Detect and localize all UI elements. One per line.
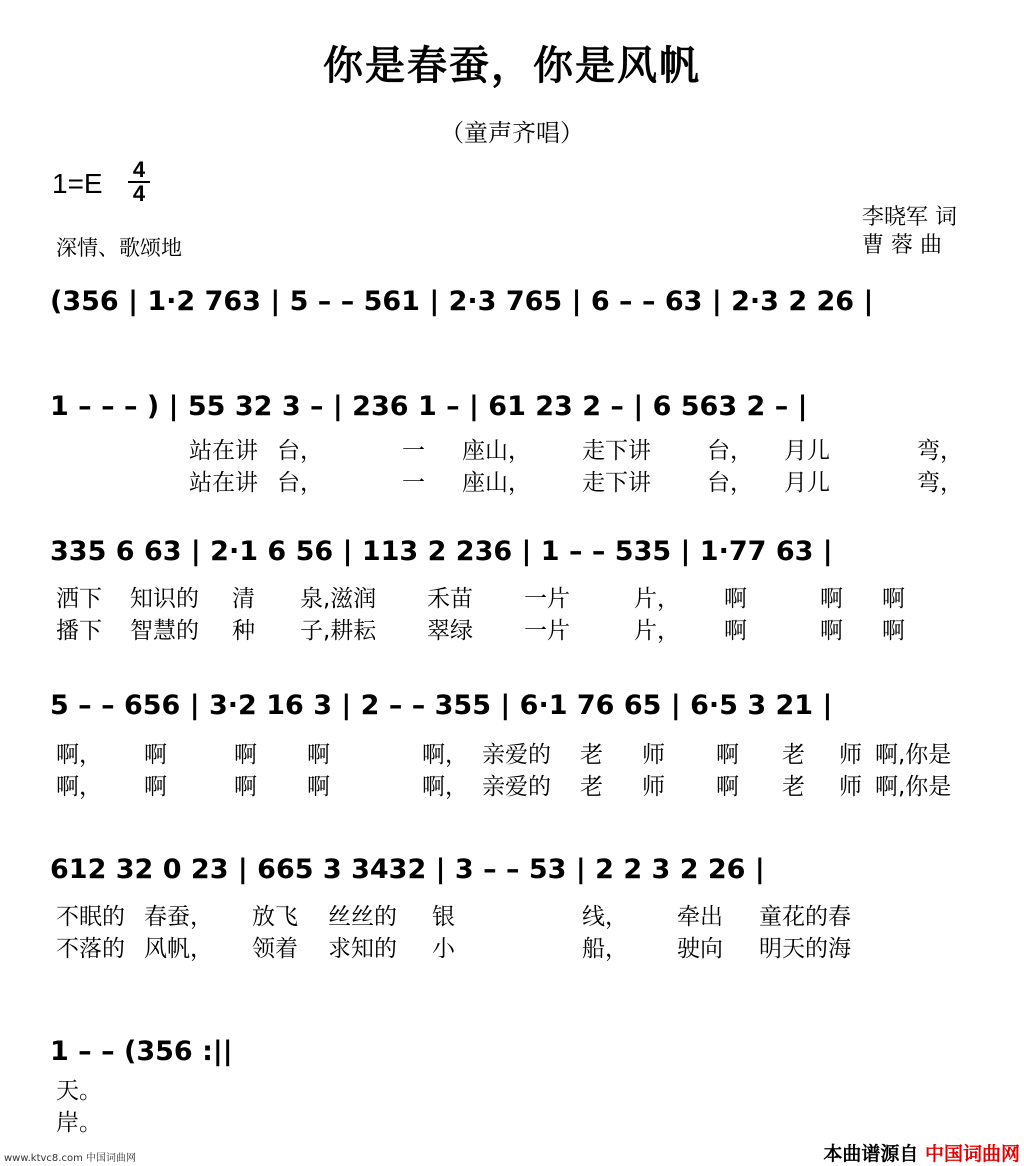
lyric-syllable: 座山， bbox=[462, 470, 531, 496]
lyric-syllable: 师 bbox=[839, 742, 862, 768]
lyrics-row-4-verse-2 bbox=[52, 768, 992, 800]
lyric-syllable: 啊 bbox=[724, 586, 747, 612]
lyric-syllable: 船， bbox=[582, 936, 628, 962]
staff-row-3 bbox=[40, 520, 990, 580]
lyric-syllable: 师 bbox=[642, 774, 665, 800]
lyric-syllable: 翠绿 bbox=[427, 618, 473, 644]
lyric-syllable: 禾苗 bbox=[427, 586, 473, 612]
lyric-syllable: 老 bbox=[580, 742, 603, 768]
notes-row-6: 1 – – (356 :|| bbox=[50, 1036, 233, 1067]
lyric-syllable: 一 bbox=[402, 470, 425, 496]
lyric-syllable: 站在讲 bbox=[189, 470, 258, 496]
footer-watermark: www.ktvc8.com 中国词曲网 bbox=[4, 1153, 137, 1164]
lyric-syllable: 一片 bbox=[524, 618, 570, 644]
staff-row-4 bbox=[40, 674, 990, 734]
lyric-syllable: 领着 bbox=[252, 936, 298, 962]
lyric-syllable: 啊， bbox=[56, 742, 102, 768]
lyric-syllable: 种 bbox=[232, 618, 255, 644]
lyrics-row-6-verse-1 bbox=[52, 1072, 252, 1104]
lyrics-row-2-verse-1 bbox=[52, 432, 992, 464]
lyrics-row-5-verse-1 bbox=[52, 898, 992, 930]
notes-row-3: 335 6 63 | 2·1 6 56 | 113 2 236 | 1 – – 535 | 1·77 63 | bbox=[50, 536, 833, 567]
lyric-syllable: 师 bbox=[642, 742, 665, 768]
lyricist-credit: 李晓军 词 bbox=[862, 205, 957, 230]
lyric-syllable: 啊 bbox=[234, 742, 257, 768]
lyric-syllable: 站在讲 bbox=[189, 438, 258, 464]
lyric-syllable: 台， bbox=[277, 470, 323, 496]
lyric-syllable: 洒下 bbox=[56, 586, 102, 612]
footer-source-prefix: 本曲谱源自 bbox=[823, 1143, 919, 1165]
lyric-syllable: 月儿 bbox=[784, 470, 830, 496]
lyric-syllable: 座山， bbox=[462, 438, 531, 464]
lyric-syllable: 走下讲 bbox=[582, 470, 651, 496]
notes-row-4: 5 – – 656 | 3·2 16 3 | 2 – – 355 | 6·1 76 65 | 6·5 3 21 | bbox=[50, 690, 833, 721]
lyric-syllable: 啊 bbox=[820, 618, 843, 644]
lyric-syllable: 啊 bbox=[234, 774, 257, 800]
lyric-syllable: 丝丝的 bbox=[328, 904, 397, 930]
lyric-syllable: 知识的 bbox=[130, 586, 199, 612]
lyric-syllable: 啊 bbox=[144, 742, 167, 768]
lyric-syllable: 弯， bbox=[917, 470, 963, 496]
lyric-syllable: 片， bbox=[634, 586, 680, 612]
staff-row-1 bbox=[40, 270, 990, 330]
lyric-syllable: 片， bbox=[634, 618, 680, 644]
lyric-syllable: 老 bbox=[782, 774, 805, 800]
lyric-syllable: 亲爱的 bbox=[482, 742, 551, 768]
lyric-syllable: 啊 bbox=[882, 586, 905, 612]
composer-credit: 曹 蓉 曲 bbox=[862, 233, 942, 258]
lyric-syllable: 啊 bbox=[724, 618, 747, 644]
time-numerator: 4 bbox=[132, 157, 146, 182]
notes-row-1: (356 | 1·2 763 | 5 – – 561 | 2·3 765 | 6 – – 63 | 2·3 2 26 | bbox=[50, 286, 874, 317]
lyric-syllable: 童花的春 bbox=[759, 904, 851, 930]
time-denominator: 4 bbox=[132, 181, 146, 206]
lyric-syllable: 小 bbox=[432, 936, 455, 962]
lyric-syllable: 银 bbox=[432, 904, 455, 930]
lyric-syllable: 天。 bbox=[56, 1078, 102, 1104]
footer-source bbox=[823, 1139, 1020, 1166]
tempo-marking: 深情、歌颂地 bbox=[56, 236, 182, 260]
lyric-syllable: 不落的 bbox=[56, 936, 125, 962]
lyric-syllable: 子,耕耘 bbox=[300, 618, 377, 644]
staff-row-2 bbox=[40, 375, 990, 435]
lyric-syllable: 啊,你是 bbox=[875, 742, 952, 768]
lyric-syllable: 月儿 bbox=[784, 438, 830, 464]
staff-row-1-graphic bbox=[40, 270, 990, 330]
staff-row-5 bbox=[40, 838, 990, 898]
staff-row-2-graphic bbox=[40, 375, 990, 435]
lyric-syllable: 啊 bbox=[820, 586, 843, 612]
lyric-syllable: 啊,你是 bbox=[875, 774, 952, 800]
lyric-syllable: 播下 bbox=[56, 618, 102, 644]
lyric-syllable: 线， bbox=[582, 904, 628, 930]
staff-row-6 bbox=[40, 1020, 990, 1080]
lyric-syllable: 啊， bbox=[56, 774, 102, 800]
lyrics-row-5-verse-2 bbox=[52, 930, 992, 962]
key-signature: 1=E bbox=[52, 168, 103, 199]
notes-row-5: 612 32 0 23 | 665 3 3432 | 3 – – 53 | 2 2 3 2 26 | bbox=[50, 854, 765, 885]
lyric-syllable: 一 bbox=[402, 438, 425, 464]
lyric-syllable: 啊 bbox=[716, 774, 739, 800]
staff-row-5-graphic bbox=[40, 838, 990, 898]
lyric-syllable: 台， bbox=[707, 438, 753, 464]
lyric-syllable: 岸。 bbox=[56, 1110, 102, 1136]
song-subtitle: （童声齐唱） bbox=[440, 119, 584, 147]
lyric-syllable: 老 bbox=[580, 774, 603, 800]
lyric-syllable: 泉,滋润 bbox=[300, 586, 377, 612]
lyric-syllable: 啊， bbox=[422, 774, 468, 800]
lyric-syllable: 亲爱的 bbox=[482, 774, 551, 800]
song-title: 你是春蚕，你是风帆 bbox=[323, 43, 701, 89]
lyric-syllable: 台， bbox=[707, 470, 753, 496]
lyric-syllable: 智慧的 bbox=[130, 618, 199, 644]
footer-source-brand[interactable]: 中国词曲网 bbox=[924, 1143, 1020, 1165]
lyrics-row-2-verse-2 bbox=[52, 464, 992, 496]
time-signature bbox=[128, 157, 150, 206]
staff-row-4-graphic bbox=[40, 674, 990, 734]
staff-row-3-graphic bbox=[40, 520, 990, 580]
notes-row-2: 1 – – – ) | 55 32 3 – | 236 1 – | 61 23 2 – | 6 563 2 – | bbox=[50, 391, 808, 422]
lyric-syllable: 清 bbox=[232, 586, 255, 612]
lyrics-row-4-verse-1 bbox=[52, 736, 992, 768]
lyric-syllable: 牵出 bbox=[677, 904, 723, 930]
lyric-syllable: 老 bbox=[782, 742, 805, 768]
lyrics-row-3-verse-2 bbox=[52, 612, 992, 644]
lyric-syllable: 走下讲 bbox=[582, 438, 651, 464]
lyric-syllable: 啊 bbox=[144, 774, 167, 800]
lyric-syllable: 一片 bbox=[524, 586, 570, 612]
lyric-syllable: 放飞 bbox=[252, 904, 298, 930]
lyric-syllable: 师 bbox=[839, 774, 862, 800]
lyrics-row-6-verse-2 bbox=[52, 1104, 252, 1136]
lyric-syllable: 啊 bbox=[307, 742, 330, 768]
lyric-syllable: 台， bbox=[277, 438, 323, 464]
lyric-syllable: 驶向 bbox=[677, 936, 723, 962]
lyric-syllable: 明天的海 bbox=[759, 936, 851, 962]
lyric-syllable: 啊 bbox=[716, 742, 739, 768]
lyric-syllable: 求知的 bbox=[328, 936, 397, 962]
lyric-syllable: 弯， bbox=[917, 438, 963, 464]
lyric-syllable: 春蚕， bbox=[144, 904, 213, 930]
lyric-syllable: 不眠的 bbox=[56, 904, 125, 930]
staff-row-6-graphic bbox=[40, 1020, 990, 1080]
lyric-syllable: 啊 bbox=[307, 774, 330, 800]
lyric-syllable: 啊， bbox=[422, 742, 468, 768]
lyrics-row-3-verse-1 bbox=[52, 580, 992, 612]
lyric-syllable: 啊 bbox=[882, 618, 905, 644]
lyric-syllable: 风帆， bbox=[144, 936, 213, 962]
